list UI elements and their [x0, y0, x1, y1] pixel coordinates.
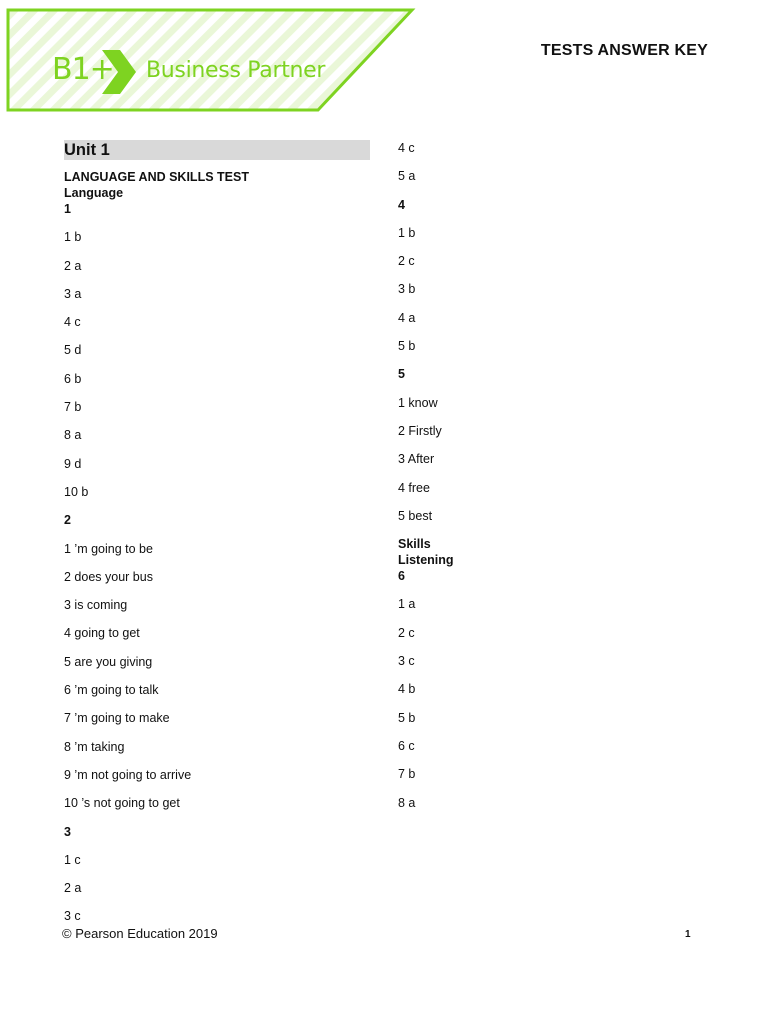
answer-item: 4 free — [398, 480, 430, 495]
answer-item: 2 a — [64, 881, 82, 896]
answer-item: 10 b — [64, 484, 89, 499]
page-title: TESTS ANSWER KEY — [540, 42, 708, 59]
answer-item: 7 ’m going to make — [64, 711, 170, 726]
copyright-notice: © Pearson Education 2019 — [62, 926, 218, 941]
answer-item: 5 a — [398, 169, 416, 184]
answer-item: 4 c — [398, 141, 415, 155]
answer-item: 1 know — [398, 395, 438, 410]
section-number: 3 — [64, 824, 71, 839]
answer-item: 9 d — [64, 456, 82, 471]
answer-item: 2 does your bus — [64, 569, 153, 584]
answer-item: 3 c — [398, 654, 415, 669]
answer-item: 1 c — [64, 852, 81, 867]
section-number: 4 — [398, 197, 405, 212]
answer-item: 5 best — [398, 508, 433, 523]
answer-item: 4 c — [64, 315, 81, 330]
listening-heading: Listening — [398, 553, 454, 568]
answer-item: 5 are you giving — [64, 654, 153, 669]
answer-item: 3 is coming — [64, 598, 128, 613]
answer-item: 8 a — [398, 795, 416, 810]
section-number: 2 — [64, 513, 71, 528]
test-title: LANGUAGE AND SKILLS TEST — [64, 170, 249, 184]
answer-item: 1 b — [64, 230, 82, 245]
answer-item: 1 a — [398, 597, 416, 612]
answer-item: 5 b — [398, 339, 416, 354]
right-column — [398, 140, 698, 823]
answer-item: 6 c — [398, 738, 415, 753]
answer-item: 1 b — [398, 225, 416, 240]
answer-item: 5 b — [398, 710, 416, 725]
answer-item: 4 b — [398, 682, 416, 697]
answer-item: 5 d — [64, 343, 82, 358]
answer-item: 4 a — [398, 310, 416, 325]
section-number: 1 — [64, 202, 71, 216]
answer-item: 2 Firstly — [398, 423, 442, 438]
answer-item: 7 b — [64, 400, 82, 415]
answer-item: 8 ’m taking — [64, 739, 125, 754]
logo-level: B1+ — [52, 52, 114, 87]
section-number: 5 — [398, 367, 405, 382]
answer-item: 8 a — [64, 428, 82, 443]
answer-item: 2 c — [398, 254, 415, 269]
left-column — [64, 140, 370, 924]
answer-item: 3 b — [398, 282, 416, 297]
answer-item: 2 c — [398, 625, 415, 640]
answer-item: 6 b — [64, 371, 82, 386]
unit-title: Unit 1 — [64, 140, 370, 160]
language-heading: Language — [64, 186, 124, 200]
answer-item: 6 ’m going to talk — [64, 683, 159, 698]
answer-item: 10 ’s not going to get — [64, 796, 180, 811]
logo-name: Business Partner — [146, 58, 326, 83]
page-number: 1 — [685, 929, 691, 940]
answer-item: 1 ’m going to be — [64, 541, 153, 556]
answer-item: 3 a — [64, 286, 82, 301]
skills-heading: Skills — [398, 537, 431, 552]
answer-item: 9 ’m not going to arrive — [64, 767, 192, 782]
section-number: 6 — [398, 569, 405, 584]
answer-item: 2 a — [64, 258, 82, 273]
answer-item: 3 After — [398, 452, 435, 467]
answer-item: 3 c — [64, 909, 81, 924]
answer-item: 4 going to get — [64, 626, 140, 641]
answer-item: 7 b — [398, 767, 416, 782]
